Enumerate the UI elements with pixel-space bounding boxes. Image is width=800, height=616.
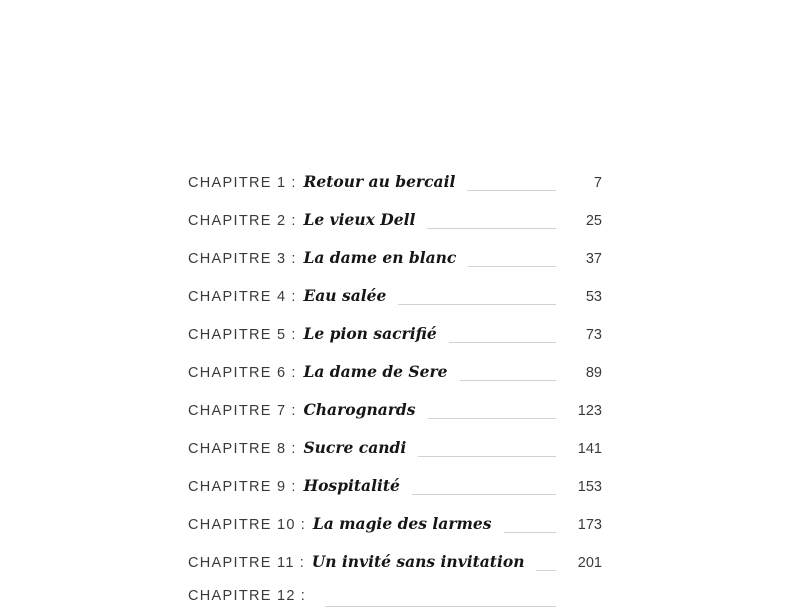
leader-line bbox=[449, 342, 556, 343]
page-number: 173 bbox=[577, 517, 602, 533]
leader-line bbox=[412, 494, 556, 495]
leader-line bbox=[427, 228, 556, 229]
chapter-colon: : bbox=[291, 479, 296, 495]
chapter-title: Hospitalité bbox=[303, 476, 400, 495]
chapter-label: CHAPITRE 6 bbox=[188, 365, 287, 381]
chapter-colon: : bbox=[291, 213, 296, 229]
chapter-colon: : bbox=[291, 403, 296, 419]
leader-line bbox=[504, 532, 557, 533]
chapter-title: Eau salée bbox=[303, 286, 387, 305]
toc-entry bbox=[188, 588, 602, 616]
toc-entry bbox=[188, 362, 602, 390]
leader-line bbox=[418, 456, 556, 457]
leader-line bbox=[428, 418, 557, 419]
chapter-colon: : bbox=[291, 251, 296, 267]
toc-entry bbox=[188, 286, 602, 314]
toc-entry bbox=[188, 248, 602, 276]
chapter-label: CHAPITRE 1 bbox=[188, 175, 287, 191]
chapter-colon: : bbox=[291, 289, 296, 305]
chapter-colon: : bbox=[291, 365, 296, 381]
leader-line bbox=[536, 570, 556, 571]
chapter-colon: : bbox=[291, 175, 296, 191]
chapter-label: CHAPITRE 10 bbox=[188, 517, 296, 533]
chapter-label: CHAPITRE 3 bbox=[188, 251, 287, 267]
chapter-title: La magie des larmes bbox=[312, 514, 492, 533]
leader-line bbox=[325, 606, 556, 607]
chapter-label: CHAPITRE 5 bbox=[188, 327, 287, 343]
chapter-colon: : bbox=[291, 441, 296, 457]
chapter-label: CHAPITRE 4 bbox=[188, 289, 287, 305]
chapter-colon: : bbox=[291, 327, 296, 343]
toc-entry bbox=[188, 324, 602, 352]
toc-entry bbox=[188, 438, 602, 466]
page-number: 153 bbox=[577, 479, 602, 495]
chapter-title: Charognards bbox=[303, 400, 416, 419]
page-number: 7 bbox=[593, 175, 602, 191]
page-number: 141 bbox=[577, 441, 602, 457]
toc-entry bbox=[188, 210, 602, 238]
chapter-label: CHAPITRE 12 bbox=[188, 588, 296, 604]
chapter-colon: : bbox=[300, 517, 305, 533]
chapter-colon: : bbox=[299, 555, 304, 571]
toc-entry bbox=[188, 476, 602, 504]
chapter-label: CHAPITRE 9 bbox=[188, 479, 287, 495]
chapter-title: La dame de Sere bbox=[303, 362, 448, 381]
chapter-label: CHAPITRE 11 bbox=[188, 555, 295, 571]
chapter-label: CHAPITRE 8 bbox=[188, 441, 287, 457]
leader-line bbox=[467, 190, 556, 191]
toc-entry bbox=[188, 172, 602, 200]
leader-line bbox=[460, 380, 556, 381]
chapter-title: La dame en blanc bbox=[303, 248, 457, 267]
toc-entry bbox=[188, 400, 602, 428]
toc-entry bbox=[188, 552, 602, 580]
leader-line bbox=[468, 266, 556, 267]
page-number: 201 bbox=[577, 555, 602, 571]
chapter-label: CHAPITRE 2 bbox=[188, 213, 287, 229]
chapter-title: Un invité sans invitation bbox=[311, 552, 525, 571]
chapter-title: Retour au bercail bbox=[303, 172, 456, 191]
chapter-label: CHAPITRE 7 bbox=[188, 403, 287, 419]
chapter-title: Le vieux Dell bbox=[303, 210, 416, 229]
page-number: 37 bbox=[585, 251, 602, 267]
page-number: 53 bbox=[585, 289, 602, 305]
page-number: 123 bbox=[577, 403, 602, 419]
page-number: 25 bbox=[585, 213, 602, 229]
page-number: 73 bbox=[585, 327, 602, 343]
toc-entry bbox=[188, 514, 602, 542]
leader-line bbox=[398, 304, 556, 305]
chapter-title: Sucre candi bbox=[303, 438, 407, 457]
page-number: 89 bbox=[585, 365, 602, 381]
chapter-colon: : bbox=[300, 588, 305, 604]
chapter-title: Le pion sacrifié bbox=[303, 324, 437, 343]
